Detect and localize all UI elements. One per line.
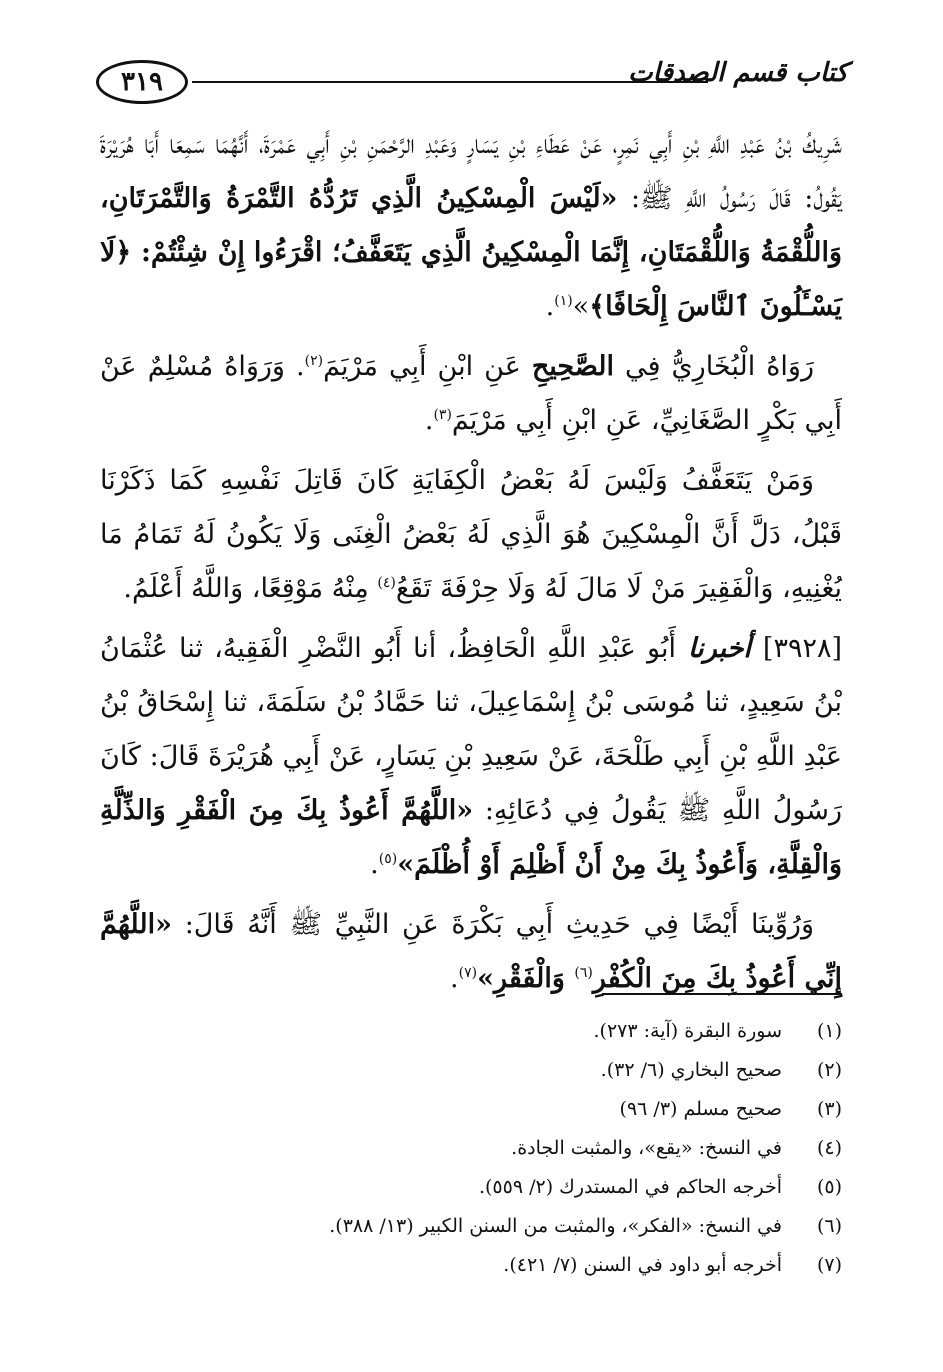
footnote-4 bbox=[200, 1129, 842, 1168]
footnote-text: في النسخ: «يقع»، والمثبت الجادة. bbox=[511, 1137, 782, 1159]
quote-close: » bbox=[572, 291, 590, 322]
footnote-number: (١) bbox=[816, 1020, 842, 1042]
page-header bbox=[96, 52, 848, 108]
footnote-text: أخرجه الحاكم في المستدرك (٢/ ٥٥٩). bbox=[478, 1176, 782, 1198]
footnote-number: (٥) bbox=[816, 1176, 842, 1198]
footnote-number: (٤) bbox=[816, 1137, 842, 1159]
footnote-text: في النسخ: «الفكر»، والمثبت من السنن الكبير (١٣/ ٣٨٨). bbox=[329, 1215, 782, 1237]
paragraph-3 bbox=[100, 454, 842, 616]
p1-end: . bbox=[545, 291, 555, 322]
p3-text-b: مِنْهُ مَوْقِعًا، وَاللَّهُ أَعْلَمُ. bbox=[123, 573, 378, 604]
main-text bbox=[100, 118, 842, 1012]
p2-text-a: رَوَاهُ الْبُخَارِيُّ فِي bbox=[614, 351, 814, 382]
footnote-number: (٦) bbox=[816, 1215, 842, 1237]
akhbarana-label: أخبرنا bbox=[676, 633, 763, 664]
hadith-number: [٣٩٢٨] bbox=[762, 633, 842, 664]
footnote-2 bbox=[200, 1051, 842, 1090]
p4-end: . bbox=[370, 849, 379, 880]
footnote-ref-6[interactable]: (٦) bbox=[574, 965, 593, 981]
hadith-quote-2: «اللَّهُمَّ أَعُوذُ بِكَ مِنَ الْفَقْرِ وَالذِّلَّةِ وَالْقِلَّةِ، وَأَعُوذُ بِكَ مِنْ أَنْ أَظْلِمَ أَوْ أُظْلَمَ» bbox=[100, 795, 842, 880]
footnote-ref-3[interactable]: (٣) bbox=[433, 407, 452, 423]
footnote-text: أخرجه أبو داود في السنن (٧/ ٤٢١). bbox=[503, 1254, 782, 1276]
paragraph-2 bbox=[100, 340, 842, 448]
footnote-ref-4[interactable]: (٤) bbox=[377, 575, 396, 591]
footnotes-list bbox=[200, 1012, 842, 1285]
paragraph-4 bbox=[100, 622, 842, 892]
hadith-quote-1-cont: تَرُدُّهُ التَّمْرَةُ وَالتَّمْرَتَانِ، وَاللُّقْمَةُ وَاللُّقْمَتَانِ، إِنَّمَا الْمِسْكِينُ الَّذِي يَتَعَفَّفُ؛ اقْرَءُوا bbox=[100, 183, 843, 268]
hadith-quote-3-end: وَالْفَقْرِ» bbox=[477, 963, 575, 994]
footnote-6 bbox=[200, 1207, 842, 1246]
p3-text-a: وَمَنْ يَتَعَفَّفُ وَلَيْسَ لَهُ بَعْضُ الْكِفَايَةِ كَانَ قَاتِلَ نَفْسِهِ كَمَا ذَكَرْنَا قَبْلُ، دَلَّ أَنَّ الْمِسْكِينَ هُوَ الَّذِي لَهُ بَعْضُ الْغِنَى وَلَا يَكُونُ لَهُ تَمَامُ مَا يُغْنِيهِ، وَالْفَقِيرَ مَنْ لَا مَالَ لَهُ وَلَا حِرْفَةَ تَقَعُ bbox=[100, 465, 842, 604]
footnote-ref-2[interactable]: (٢) bbox=[304, 353, 324, 369]
running-title: كتاب قسم الصدقات bbox=[628, 58, 848, 88]
footnote-text: سورة البقرة (آية: ٢٧٣). bbox=[593, 1020, 782, 1042]
footnote-ref-1[interactable]: (١) bbox=[554, 293, 573, 309]
p2-text-d: . وَرَوَاهُ مُسْلِمٌ عَنْ أَبِي بَكْرٍ الصَّغَانِيِّ، عَنِ ابْنِ أَبِي مَرْيَمَ bbox=[100, 351, 842, 436]
footnote-number: (٢) bbox=[816, 1059, 842, 1081]
hadith-quote-1: «لَيْسَ الْمِسْكِينُ الَّذِي bbox=[371, 183, 618, 214]
p1-line-2: عَمْرَةَ، أَنَّهُمَا سَمِعَا أَبَا هُرَيْرَةَ يَقُولُ: قَالَ رَسُولُ اللَّهِ ﷺ: bbox=[100, 129, 842, 214]
page-number-badge bbox=[96, 60, 188, 104]
footnote-3 bbox=[200, 1090, 842, 1129]
hadith-quote-3: «اللَّهُمَّ إِنِّي أَعُوذُ بِكَ مِنَ الْكُفْرِ bbox=[100, 909, 842, 994]
footnote-ref-7[interactable]: (٧) bbox=[458, 965, 478, 981]
p1-line-1: شَرِيكُ بْنُ عَبْدِ اللَّهِ بْنِ أَبِي نَمِرٍ، عَنْ عَطَاءِ بْنِ يَسَارٍ وَعَبْدِ الرَّحْمَنِ بْنِ أَبِي bbox=[306, 129, 842, 160]
paragraph-1 bbox=[100, 118, 842, 334]
p5-end: . bbox=[450, 963, 459, 994]
p2-text-c: عَنِ ابْنِ أَبِي مَرْيَمَ bbox=[323, 351, 532, 382]
footnote-1 bbox=[200, 1012, 842, 1051]
sahih-title: الصَّحِيحِ bbox=[531, 351, 615, 382]
paragraph-5 bbox=[100, 898, 842, 1006]
footnote-ref-5[interactable]: (٥) bbox=[378, 851, 398, 867]
footnote-text: صحيح البخاري (٦/ ٣٢). bbox=[600, 1059, 782, 1081]
p5-text-a: وَرُوِّينَا أَيْضًا فِي حَدِيثِ أَبِي بَكْرَةَ عَنِ النَّبِيِّ ﷺ أَنَّهُ قَالَ: bbox=[171, 909, 814, 940]
isnad-text: أَبُو عَبْدِ اللَّهِ الْحَافِظُ، أنا أَبُو النَّضْرِ الْفَقِيهُ، ثنا عُثْمَانُ بْنُ سَعِيدٍ، ثنا مُوسَى بْنُ إِسْمَاعِيلَ، ثنا حَمَّادُ بْنُ سَلَمَةَ، ثنا إِسْحَاقُ بْنُ عَبْدِ اللَّهِ بْنِ أَبِي طَلْحَةَ، عَنْ سَعِيدِ بْنِ يَسَارٍ، عَنْ أَبِي هُرَيْرَةَ قَالَ: كَانَ رَسُولُ اللَّهِ ﷺ يَقُولُ فِي دُعَائِهِ: bbox=[100, 633, 842, 826]
quran-verse: ﴿لَا يَسْـَٔلُونَ ٱلنَّاسَ إِلْحَافًا﴾ bbox=[100, 237, 842, 322]
footnote-5 bbox=[200, 1168, 842, 1207]
p1-line-4: إِنْ شِئْتُمْ: bbox=[131, 237, 245, 268]
footnote-separator bbox=[602, 993, 842, 995]
p2-text-e: . bbox=[424, 405, 434, 436]
page-number: ٣١٩ bbox=[121, 67, 163, 97]
footnote-number: (٣) bbox=[816, 1098, 842, 1120]
footnote-text: صحيح مسلم (٣/ ٩٦) bbox=[619, 1098, 782, 1120]
footnote-7 bbox=[200, 1246, 842, 1285]
footnote-number: (٧) bbox=[816, 1254, 842, 1276]
